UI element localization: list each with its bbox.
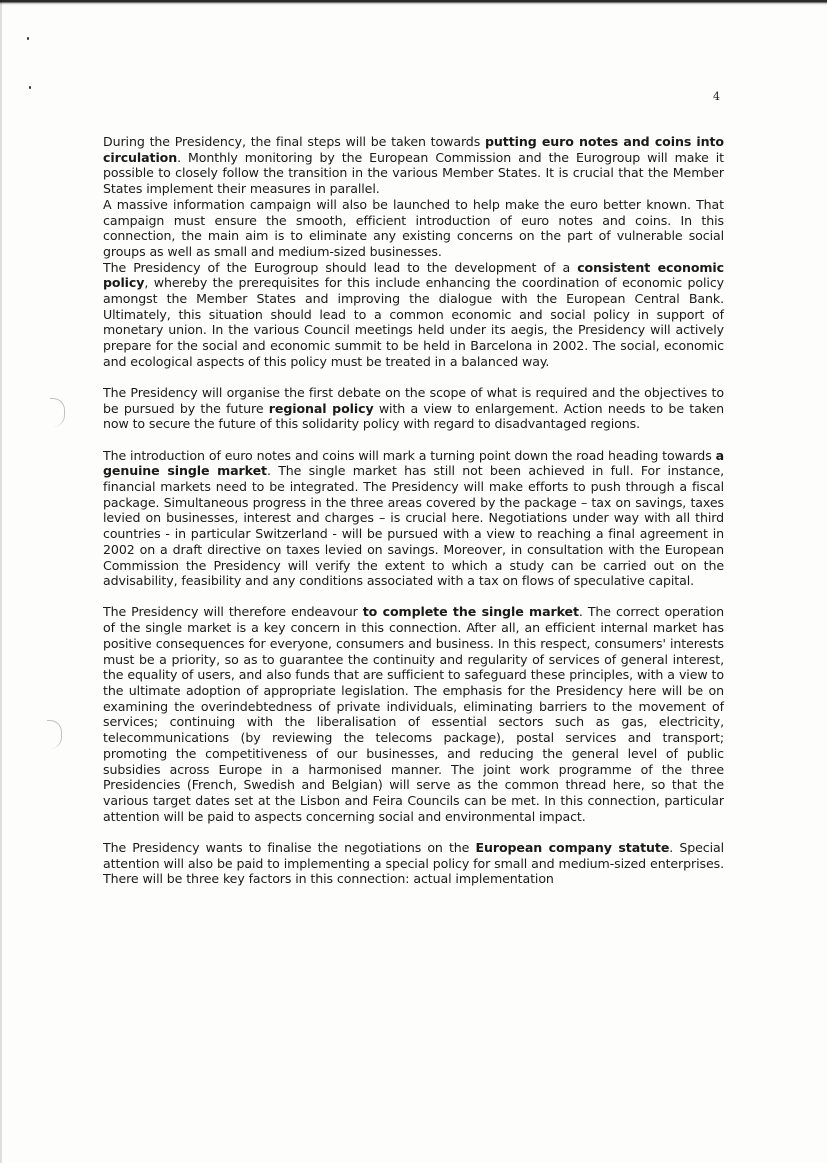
scan-border-top <box>0 0 827 5</box>
margin-artifact <box>47 720 62 749</box>
paragraph-text: A massive information campaign will also be launched to help make the euro better known. That campaign must ensure the smooth, efficient introduction of euro notes and coins. In this connection, the main aim is to eliminate any existing concerns on the part of vulnerable social groups as well as small and medium-sized businesses. <box>103 196 724 259</box>
paragraph <box>103 448 724 589</box>
paragraph-text: The introduction of euro notes and coins will mark a turning point down the road heading towards <box>103 447 716 463</box>
scan-border-left <box>0 0 2 1163</box>
paragraph <box>103 134 724 197</box>
paragraph <box>103 604 724 824</box>
paragraph-text: During the Presidency, the final steps will be taken towards <box>103 134 485 149</box>
paragraph <box>103 260 724 370</box>
paragraph-text: . Special attention will also be paid to implementing a special policy for small and medium-sized enterprises. There will be three key factors in this connection: actual implementation <box>103 839 725 887</box>
paragraph <box>103 197 724 260</box>
emphasized-phrase: a genuine single market <box>103 447 724 479</box>
paragraph-text: The Presidency will organise the first debate on the scope of what is required and the objectives to be pursued by the future <box>103 385 724 416</box>
paragraph-text: The Presidency of the Eurogroup should lead to the development of a <box>103 259 578 275</box>
paragraph <box>103 385 724 432</box>
paragraph-text: The Presidency will therefore endeavour <box>103 604 363 620</box>
scan-speck <box>27 37 29 40</box>
emphasized-phrase: putting euro notes and coins into circulation <box>103 134 724 165</box>
page-number: 4 <box>713 90 720 103</box>
paragraph-text: . The single market has still not been achieved in full. For instance, financial markets need to be integrated. The Presidency will make efforts to push through a fiscal package. Simultaneous progress in the three areas covered by the package – tax on savings, taxes levied on businesses, interest and charges – is crucial here. Negotiations under way with all third countries - in particular Switzerland - will be pursued with a view to reaching a final agreement in 2002 on a draft directive on taxes levied on savings. Moreover, in consultation with the European Commission the Presidency will verify the extent to which a study can be carried out on the advisability, feasibility and any conditions associated with a tax on flows of speculative capital. <box>103 463 725 589</box>
emphasized-phrase: regional policy <box>268 400 374 416</box>
emphasized-phrase: European company statute <box>475 839 670 855</box>
paragraph-text: The Presidency wants to finalise the negotiations on the <box>103 839 476 855</box>
paragraph-text: . The correct operation of the single market is a key concern in this connection. After all, an efficient internal market has positive consequences for everyone, consumers and business. In this respect, consumers' interests must be a priority, so as to guarantee the continuity and regularity of services of general interest, the equality of users, and also funds that are sufficient to safeguard these principles, with a view to the ultimate adoption of appropriate legislation. The emphasis for the Presidency here will be on examining the overindebtedness of private individuals, eliminating barriers to the movement of services; continuing with the liberalisation of essential sectors such as gas, electricity, telecommunications (by reviewing the telecoms package), postal services and transport; promoting the competitiveness of our businesses, and reducing the general level of public subsidies across Europe in a harmonised manner. The joint work programme of the three Presidencies (French, Swedish and Belgian) will serve as the common thread here, so that the various target dates set at the Lisbon and Feira Councils can be met. In this connection, particular attention will be paid to aspects concerning social and environmental impact. <box>103 604 725 824</box>
emphasized-phrase: consistent economic policy <box>103 259 724 291</box>
paragraph-text: . Monthly monitoring by the European Commission and the Eurogroup will make it possible to closely follow the transition in the various Member States. It is crucial that the Member States implement their measures in parallel. <box>103 149 724 197</box>
document-body <box>103 134 724 887</box>
paragraph <box>103 840 724 887</box>
scan-speck <box>29 86 31 89</box>
paragraph-text: , whereby the prerequisites for this include enhancing the coordination of economic policy amongst the Member States and improving the dialogue with the European Central Bank. Ultimately, this situation should lead to a common economic and social policy in support of monetary union. In the various Council meetings held under its aegis, the Presidency will actively prepare for the social and economic summit to be held in Barcelona in 2002. The social, economic and ecological aspects of this policy must be treated in a balanced way. <box>103 275 724 369</box>
emphasized-phrase: to complete the single market <box>362 604 579 620</box>
margin-artifact <box>50 398 65 427</box>
paragraph-text: with a view to enlargement. Action needs to be taken now to secure the future of this solidarity policy with regard to disadvantaged regions. <box>103 400 725 432</box>
